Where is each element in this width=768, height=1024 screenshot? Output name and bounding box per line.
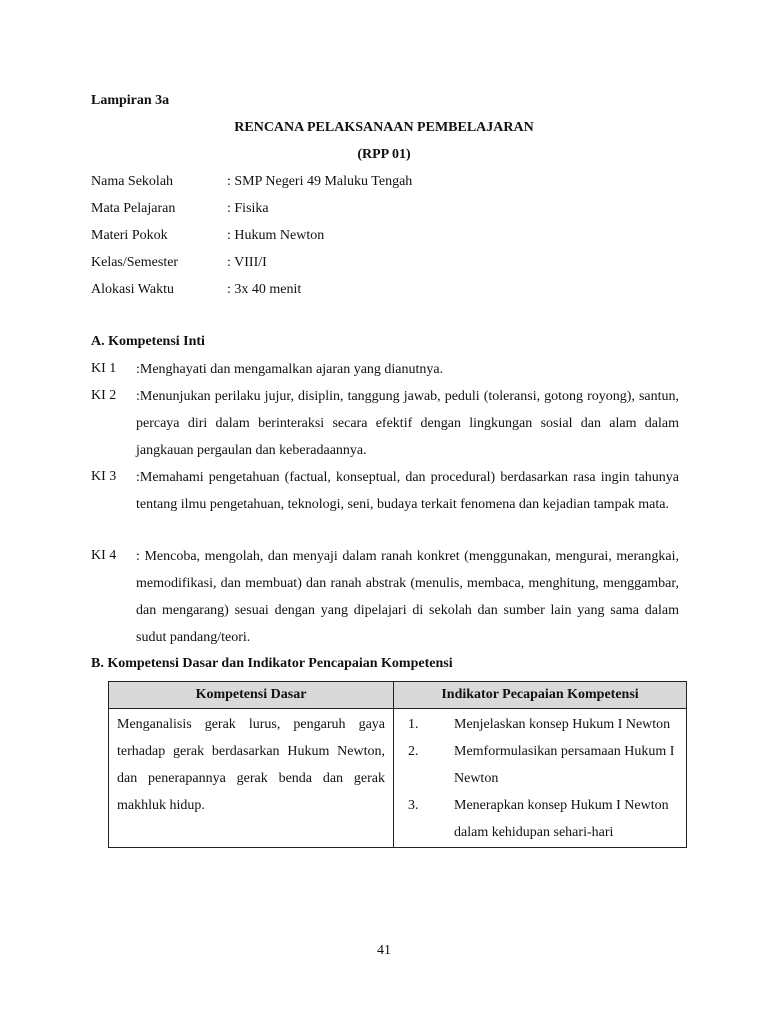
- ki-code: KI 1: [91, 361, 117, 376]
- section-a-heading: A. Kompetensi Inti: [91, 334, 205, 349]
- document-title: RENCANA PELAKSANAAN PEMBELAJARAN: [234, 120, 534, 135]
- ki-item: [91, 361, 679, 383]
- indicator-text: Menerapkan konsep Hukum I Newton dalam kehidupan sehari-hari: [454, 798, 669, 840]
- info-label: Materi Pokok: [91, 228, 168, 243]
- appendix-label: Lampiran 3a: [91, 93, 170, 108]
- info-value: : VIII/I: [227, 255, 267, 270]
- ki-text: :Menunjukan perilaku jujur, disiplin, tanggung jawab, peduli (toleransi, gotong royong), santun, percaya diri dalam berinteraksi secara efektif dengan lingkungan sosial dan alam dalam jangkauan pergaulan dan keberadaannya.: [136, 389, 679, 458]
- indicator-cell: [394, 709, 687, 848]
- ki-text: :Menghayati dan mengamalkan ajaran yang dianutnya.: [136, 362, 444, 377]
- info-label: Mata Pelajaran: [91, 201, 176, 216]
- indicator-number: 1.: [408, 717, 419, 732]
- document-subtitle: (RPP 01): [357, 147, 411, 162]
- info-value: : Hukum Newton: [227, 228, 325, 243]
- ki-item: [91, 548, 679, 651]
- info-label: Nama Sekolah: [91, 174, 174, 189]
- info-value: : Fisika: [227, 201, 269, 216]
- competency-table: [108, 681, 687, 848]
- table-header-indicator: Indikator Pecapaian Kompetensi: [394, 682, 687, 709]
- section-b-heading: B. Kompetensi Dasar dan Indikator Pencapaian Kompetensi: [91, 656, 453, 671]
- table-row: [109, 709, 687, 848]
- page-number: 41: [377, 943, 391, 958]
- table-header-kd: Kompetensi Dasar: [109, 682, 394, 709]
- indicator-text: Memformulasikan persamaan Hukum I Newton: [454, 744, 675, 786]
- indicator-text: Menjelaskan konsep Hukum I Newton: [454, 717, 671, 732]
- indicator-number: 2.: [408, 744, 419, 759]
- table-header-row: [109, 682, 687, 709]
- info-value: : 3x 40 menit: [227, 282, 302, 297]
- kd-cell: [109, 709, 394, 848]
- ki-code: KI 2: [91, 388, 117, 403]
- ki-item: [91, 388, 679, 464]
- ki-text: : Mencoba, mengolah, dan menyaji dalam ranah konkret (menggunakan, mengurai, merangkai, memodifikasi, dan membuat) dan ranah abstrak (menulis, membaca, menghitung, menggambar, dan mengarang) sesuai dengan yang dipelajari di sekolah dan sumber lain yang sama dalam sudut pandang/teori.: [136, 549, 679, 645]
- info-label: Alokasi Waktu: [91, 282, 174, 297]
- indicator-item: [402, 711, 678, 738]
- ki-text: :Memahami pengetahuan (factual, konseptual, dan procedural) berdasarkan rasa ingin tahunya tentang ilmu pengetahuan, teknologi, seni, budaya terkait fenomena dan kejadian tampak mata.: [136, 470, 679, 512]
- ki-item: [91, 469, 679, 518]
- ki-code: KI 3: [91, 469, 117, 484]
- indicator-item: [402, 738, 678, 792]
- ki-code: KI 4: [91, 548, 117, 563]
- kd-text: Menganalisis gerak lurus, pengaruh gaya terhadap gerak berdasarkan Hukum Newton, dan penerapannya gerak benda dan gerak makhluk hidup.: [117, 717, 385, 813]
- info-value: : SMP Negeri 49 Maluku Tengah: [227, 174, 413, 189]
- indicator-item: [402, 792, 678, 846]
- indicator-number: 3.: [408, 798, 419, 813]
- info-label: Kelas/Semester: [91, 255, 179, 270]
